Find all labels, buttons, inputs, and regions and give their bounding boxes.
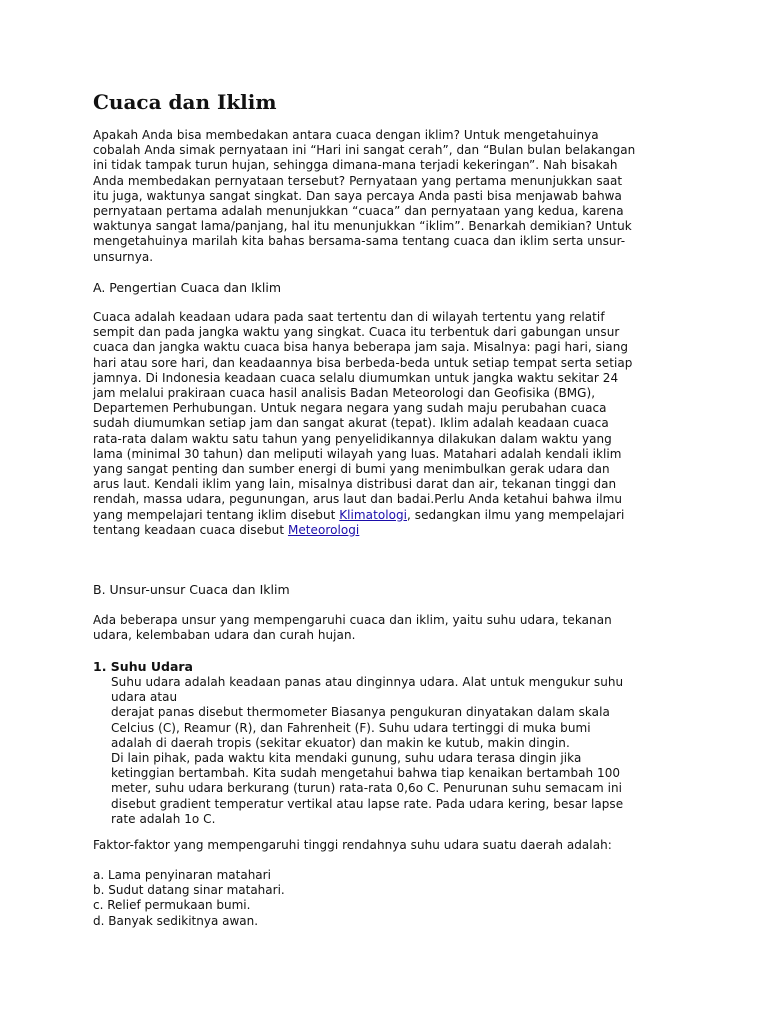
- section-a-body: Cuaca adalah keadaan udara pada saat tertentu dan di wilayah tertentu yang relatif sempit dan pada jangka waktu yang singkat. Cuaca itu terbentuk dari gabungan unsur cuaca dan jangka waktu cuaca bisa hanya beberapa jam saja. Misalnya: pagi hari, siang hari atau sore hari, dan keadaannya bisa berbeda-beda untuk setiap tempat serta setiap jamnya. Di Indonesia keadaan cuaca selalu diumumkan untuk jangka waktu sekitar 24 jam melalui prakiraan cuaca hasil analisis Badan Meteorologi dan Geofisika (BMG), Departemen Perhubungan. Untuk negara negara yang sudah maju perubahan cuaca sudah diumumkan setiap jam dan sangat akurat (tepat). Iklim adalah keadaan cuaca rata-rata dalam waktu satu tahun yang penyelidikannya dilakukan dalam waktu yang lama (minimal 30 tahun) dan meliputi wilayah yang luas. Matahari adalah kendali iklim yang sangat penting dan sumber energi di bumi yang menimbulkan gerak udara dan arus laut. Kendali iklim yang lain, misalnya distribusi darat dan air, tekanan tinggi dan rendah, massa udara, pegunungan, arus laut dan badai.Perlu Anda ketahui bahwa ilmu yang mempelajari tentang iklim disebut: [93, 310, 633, 522]
- meteorologi-link[interactable]: Meteorologi: [287, 522, 360, 537]
- section-b-heading: B. Unsur-unsur Cuaca dan Iklim: [93, 582, 290, 597]
- list-item: a. Lama penyinaran matahari: [93, 868, 271, 882]
- klimatologi-link[interactable]: Klimatologi: [339, 507, 408, 522]
- intro-paragraph: Apakah Anda bisa membedakan antara cuaca dengan iklim? Untuk mengetahuinya cobalah Anda simak pernyataan ini “Hari ini sangat cerah”, dan “Bulan bulan belakangan ini tidak tampak turun hujan, sehingga dimana-mana terjadi kekeringan”. Nah bisakah Anda membedakan pernyataan tersebut? Pernyataan yang pertama menunjukkan saat itu juga, waktunya sangat singkat. Dan saya percaya Anda pasti bisa menjawab bahwa pernyataan pertama adalah menunjukkan “cuaca” dan pernyataan yang kedua, karena waktunya sangat lama/panjang, hal itu menunjukkan “iklim”. Benarkah demikian? Untuk mengetahuinya marilah kita bahas bersama-sama tentang cuaca dan iklim serta unsur- unsurnya.: [93, 128, 636, 264]
- factors-intro: Faktor-faktor yang mempengaruhi tinggi rendahnya suhu udara suatu daerah adalah:: [93, 838, 612, 852]
- factors-list: [93, 868, 683, 929]
- section-a-mid: , sedangkan ilmu yang mempelajari tentang keadaan cuaca disebut: [93, 507, 625, 537]
- list-item: d. Banyak sedikitnya awan.: [93, 913, 259, 928]
- section-a-heading: A. Pengertian Cuaca dan Iklim: [93, 280, 282, 295]
- suhu-udara-paragraph: Suhu udara adalah keadaan panas atau dinginnya udara. Alat untuk mengukur suhu udara atau derajat panas disebut thermometer Biasanya pengukuran dinyatakan dalam skala Celcius (C), Reamur (R), dan Fahrenheit (F). Suhu udara tertinggi di muka bumi adalah di daerah tropis (sekitar ekuator) dan makin ke kutub, makin dingin. Di lain pihak, pada waktu kita mendaki gunung, suhu udara terasa dingin jika ketinggian bertambah. Kita sudah mengetahui bahwa tiap kenaikan bertambah 100 meter, suhu udara berkurang (turun) rata-rata 0,6o C. Penurunan suhu semacam ini disebut gradient temperatur vertikal atau lapse rate. Pada udara kering, besar lapse rate adalah 1o C.: [111, 675, 624, 826]
- list-item: c. Relief permukaan bumi.: [93, 898, 251, 913]
- list-item: b. Sudut datang sinar matahari.: [93, 883, 285, 898]
- suhu-udara-heading: 1. Suhu Udara: [93, 659, 193, 674]
- section-a-paragraph: [93, 310, 683, 538]
- section-b-paragraph: Ada beberapa unsur yang mempengaruhi cuaca dan iklim, yaitu suhu udara, tekanan udara, kelembaban udara dan curah hujan.: [93, 613, 612, 643]
- page-title: Cuaca dan Iklim: [93, 90, 277, 114]
